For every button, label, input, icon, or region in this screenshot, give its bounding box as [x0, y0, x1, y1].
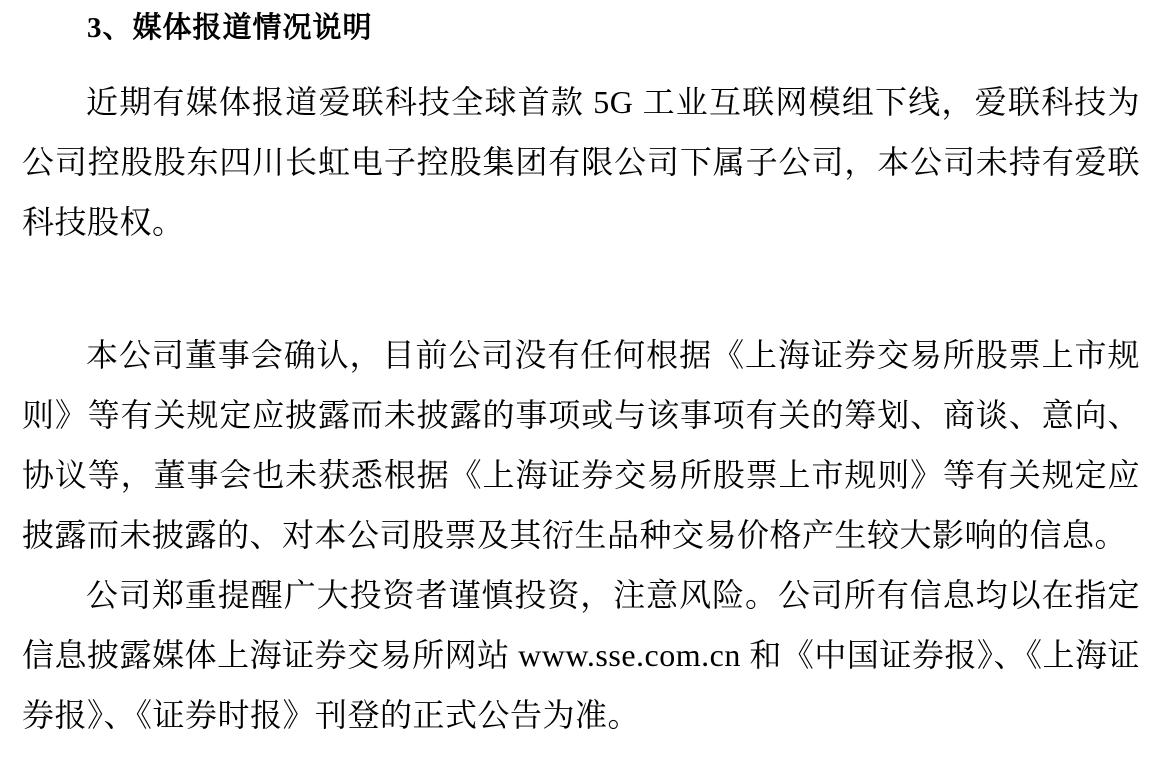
paragraph-media-report: 近期有媒体报道爱联科技全球首款 5G 工业互联网模组下线，爱联科技为公司控股股东四川长虹电子控股集团有限公司下属子公司，本公司未持有爱联科技股权。: [22, 84, 1140, 240]
paragraph-board-confirmation: 本公司董事会确认，目前公司没有任何根据《上海证券交易所股票上市规则》等有关规定应披露而未披露的事项或与该事项有关的筹划、商谈、意向、协议等，董事会也未获悉根据《上海证券交易所股票上市规则》等有关规定应披露而未披露的、对本公司股票及其衍生品种交易价格产生较大影响的信息。: [22, 337, 1140, 553]
paragraph-investor-reminder: 公司郑重提醒广大投资者谨慎投资，注意风险。公司所有信息均以在指定信息披露媒体上海证券交易所网站 www.sse.com.cn 和《中国证券报》、《上海证券报》、《证券时报》刊登的正式公告为准。: [22, 577, 1140, 733]
section-heading: 3、媒体报道情况说明: [87, 12, 373, 44]
